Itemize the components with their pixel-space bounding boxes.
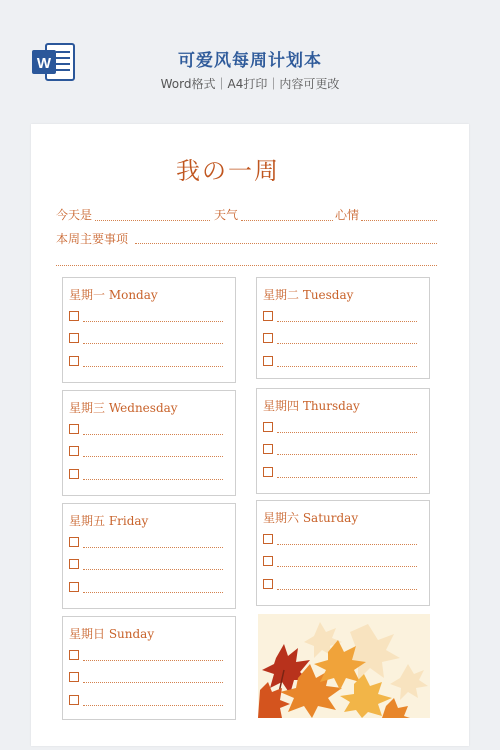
checkbox[interactable] [69,582,79,592]
day-title: 星期三 Wednesday [69,401,178,415]
checkbox[interactable] [69,672,79,682]
checkbox[interactable] [69,333,79,343]
today-line[interactable] [95,220,210,221]
task-line[interactable] [83,547,223,548]
checkbox[interactable] [263,333,273,343]
svg-text:W: W [36,55,52,72]
checkbox[interactable] [69,356,79,366]
task-line[interactable] [83,479,223,480]
task-line[interactable] [83,592,223,593]
checkbox[interactable] [69,695,79,705]
task-line[interactable] [83,343,223,344]
day-title: 星期一 Monday [69,288,158,302]
checkbox[interactable] [69,537,79,547]
task-line[interactable] [277,343,417,344]
task-line[interactable] [83,321,223,322]
checkbox[interactable] [69,311,79,321]
day-title: 星期四 Thursday [263,399,360,413]
task-line[interactable] [277,477,417,478]
checkbox[interactable] [263,422,273,432]
main-tasks-label: 本周主要事项 [56,232,129,246]
day-box-wednesday [62,390,236,496]
day-box-friday [62,503,236,609]
checkbox[interactable] [69,469,79,479]
checkbox[interactable] [69,650,79,660]
checkbox[interactable] [69,424,79,434]
document-title: 我の一周 [176,157,280,185]
main-tasks-line-2[interactable] [56,265,437,266]
checkbox[interactable] [263,556,273,566]
day-box-sunday [62,616,236,720]
checkbox[interactable] [263,579,273,589]
page-subtitle: Word格式｜A4打印｜内容可更改 [160,77,340,91]
task-line[interactable] [83,366,223,367]
day-box-thursday [256,388,430,494]
autumn-leaves-image [258,614,430,718]
day-title: 星期五 Friday [69,514,149,528]
task-line[interactable] [277,566,417,567]
main-tasks-line-1[interactable] [135,243,437,244]
task-line[interactable] [277,321,417,322]
task-line[interactable] [83,705,223,706]
weather-label: 天气 [214,208,239,222]
task-line[interactable] [277,544,417,545]
page-title: 可爱风每周计划本 [178,51,322,71]
day-box-tuesday [256,277,430,379]
task-line[interactable] [83,569,223,570]
checkbox[interactable] [263,534,273,544]
day-title: 星期日 Sunday [69,627,155,641]
day-box-monday [62,277,236,383]
task-line[interactable] [83,682,223,683]
weather-line[interactable] [241,220,333,221]
task-line[interactable] [277,589,417,590]
task-line[interactable] [277,432,417,433]
mood-line[interactable] [361,220,437,221]
task-line[interactable] [83,456,223,457]
checkbox[interactable] [263,311,273,321]
day-title: 星期六 Saturday [263,511,359,525]
day-box-saturday [256,500,430,606]
task-line[interactable] [277,366,417,367]
checkbox[interactable] [263,467,273,477]
checkbox[interactable] [69,559,79,569]
day-title: 星期二 Tuesday [263,288,354,302]
checkbox[interactable] [263,444,273,454]
today-label: 今天是 [56,208,93,222]
task-line[interactable] [83,434,223,435]
checkbox[interactable] [263,356,273,366]
document-page [31,124,469,746]
task-line[interactable] [277,454,417,455]
checkbox[interactable] [69,446,79,456]
task-line[interactable] [83,660,223,661]
mood-label: 心情 [335,208,360,222]
